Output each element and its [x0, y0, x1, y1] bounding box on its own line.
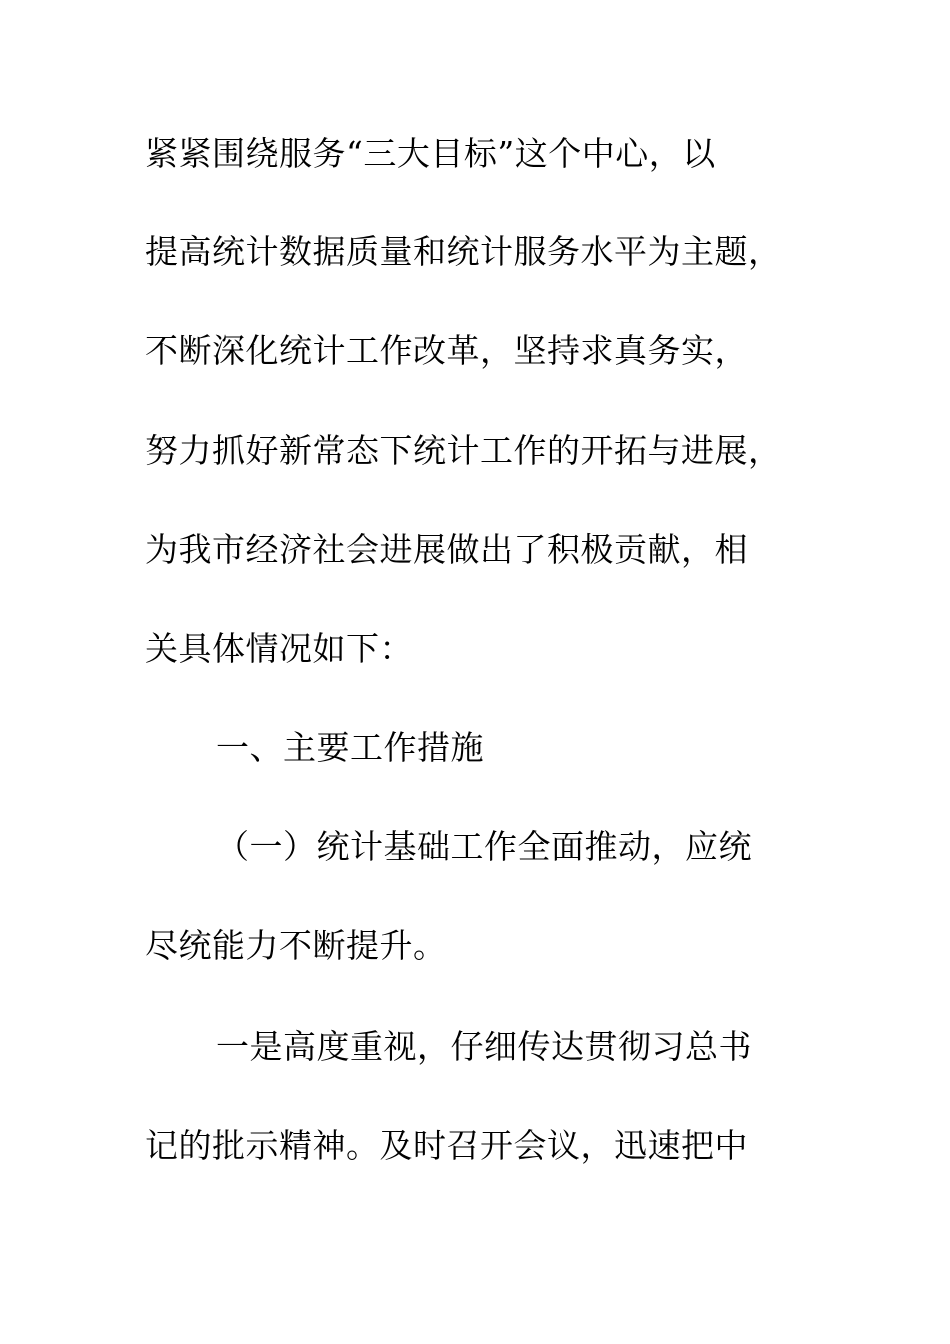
paragraph-line-2: 提高统计数据质量和统计服务水平为主题，: [145, 232, 782, 271]
paragraph-line-6: 关具体情况如下：: [145, 629, 413, 668]
paragraph-line-8: 记的批示精神。及时召开会议，迅速把中: [145, 1126, 748, 1165]
subsection-heading-line-1: （一）统计基础工作全面推动，应统: [216, 827, 752, 866]
paragraph-line-1: 紧紧围绕服务“三大目标”这个中心，以: [145, 134, 716, 173]
paragraph-line-4: 努力抓好新常态下统计工作的开拓与进展，: [145, 431, 782, 470]
paragraph-line-7: 一是高度重视，仔细传达贯彻习总书: [216, 1027, 752, 1066]
section-heading: 一、主要工作措施: [216, 728, 484, 767]
subsection-heading-line-2: 尽统能力不断提升。: [145, 926, 447, 965]
paragraph-line-5: 为我市经济社会进展做出了积极贡献，相: [145, 530, 748, 569]
paragraph-line-3: 不断深化统计工作改革，坚持求真务实，: [145, 331, 748, 370]
